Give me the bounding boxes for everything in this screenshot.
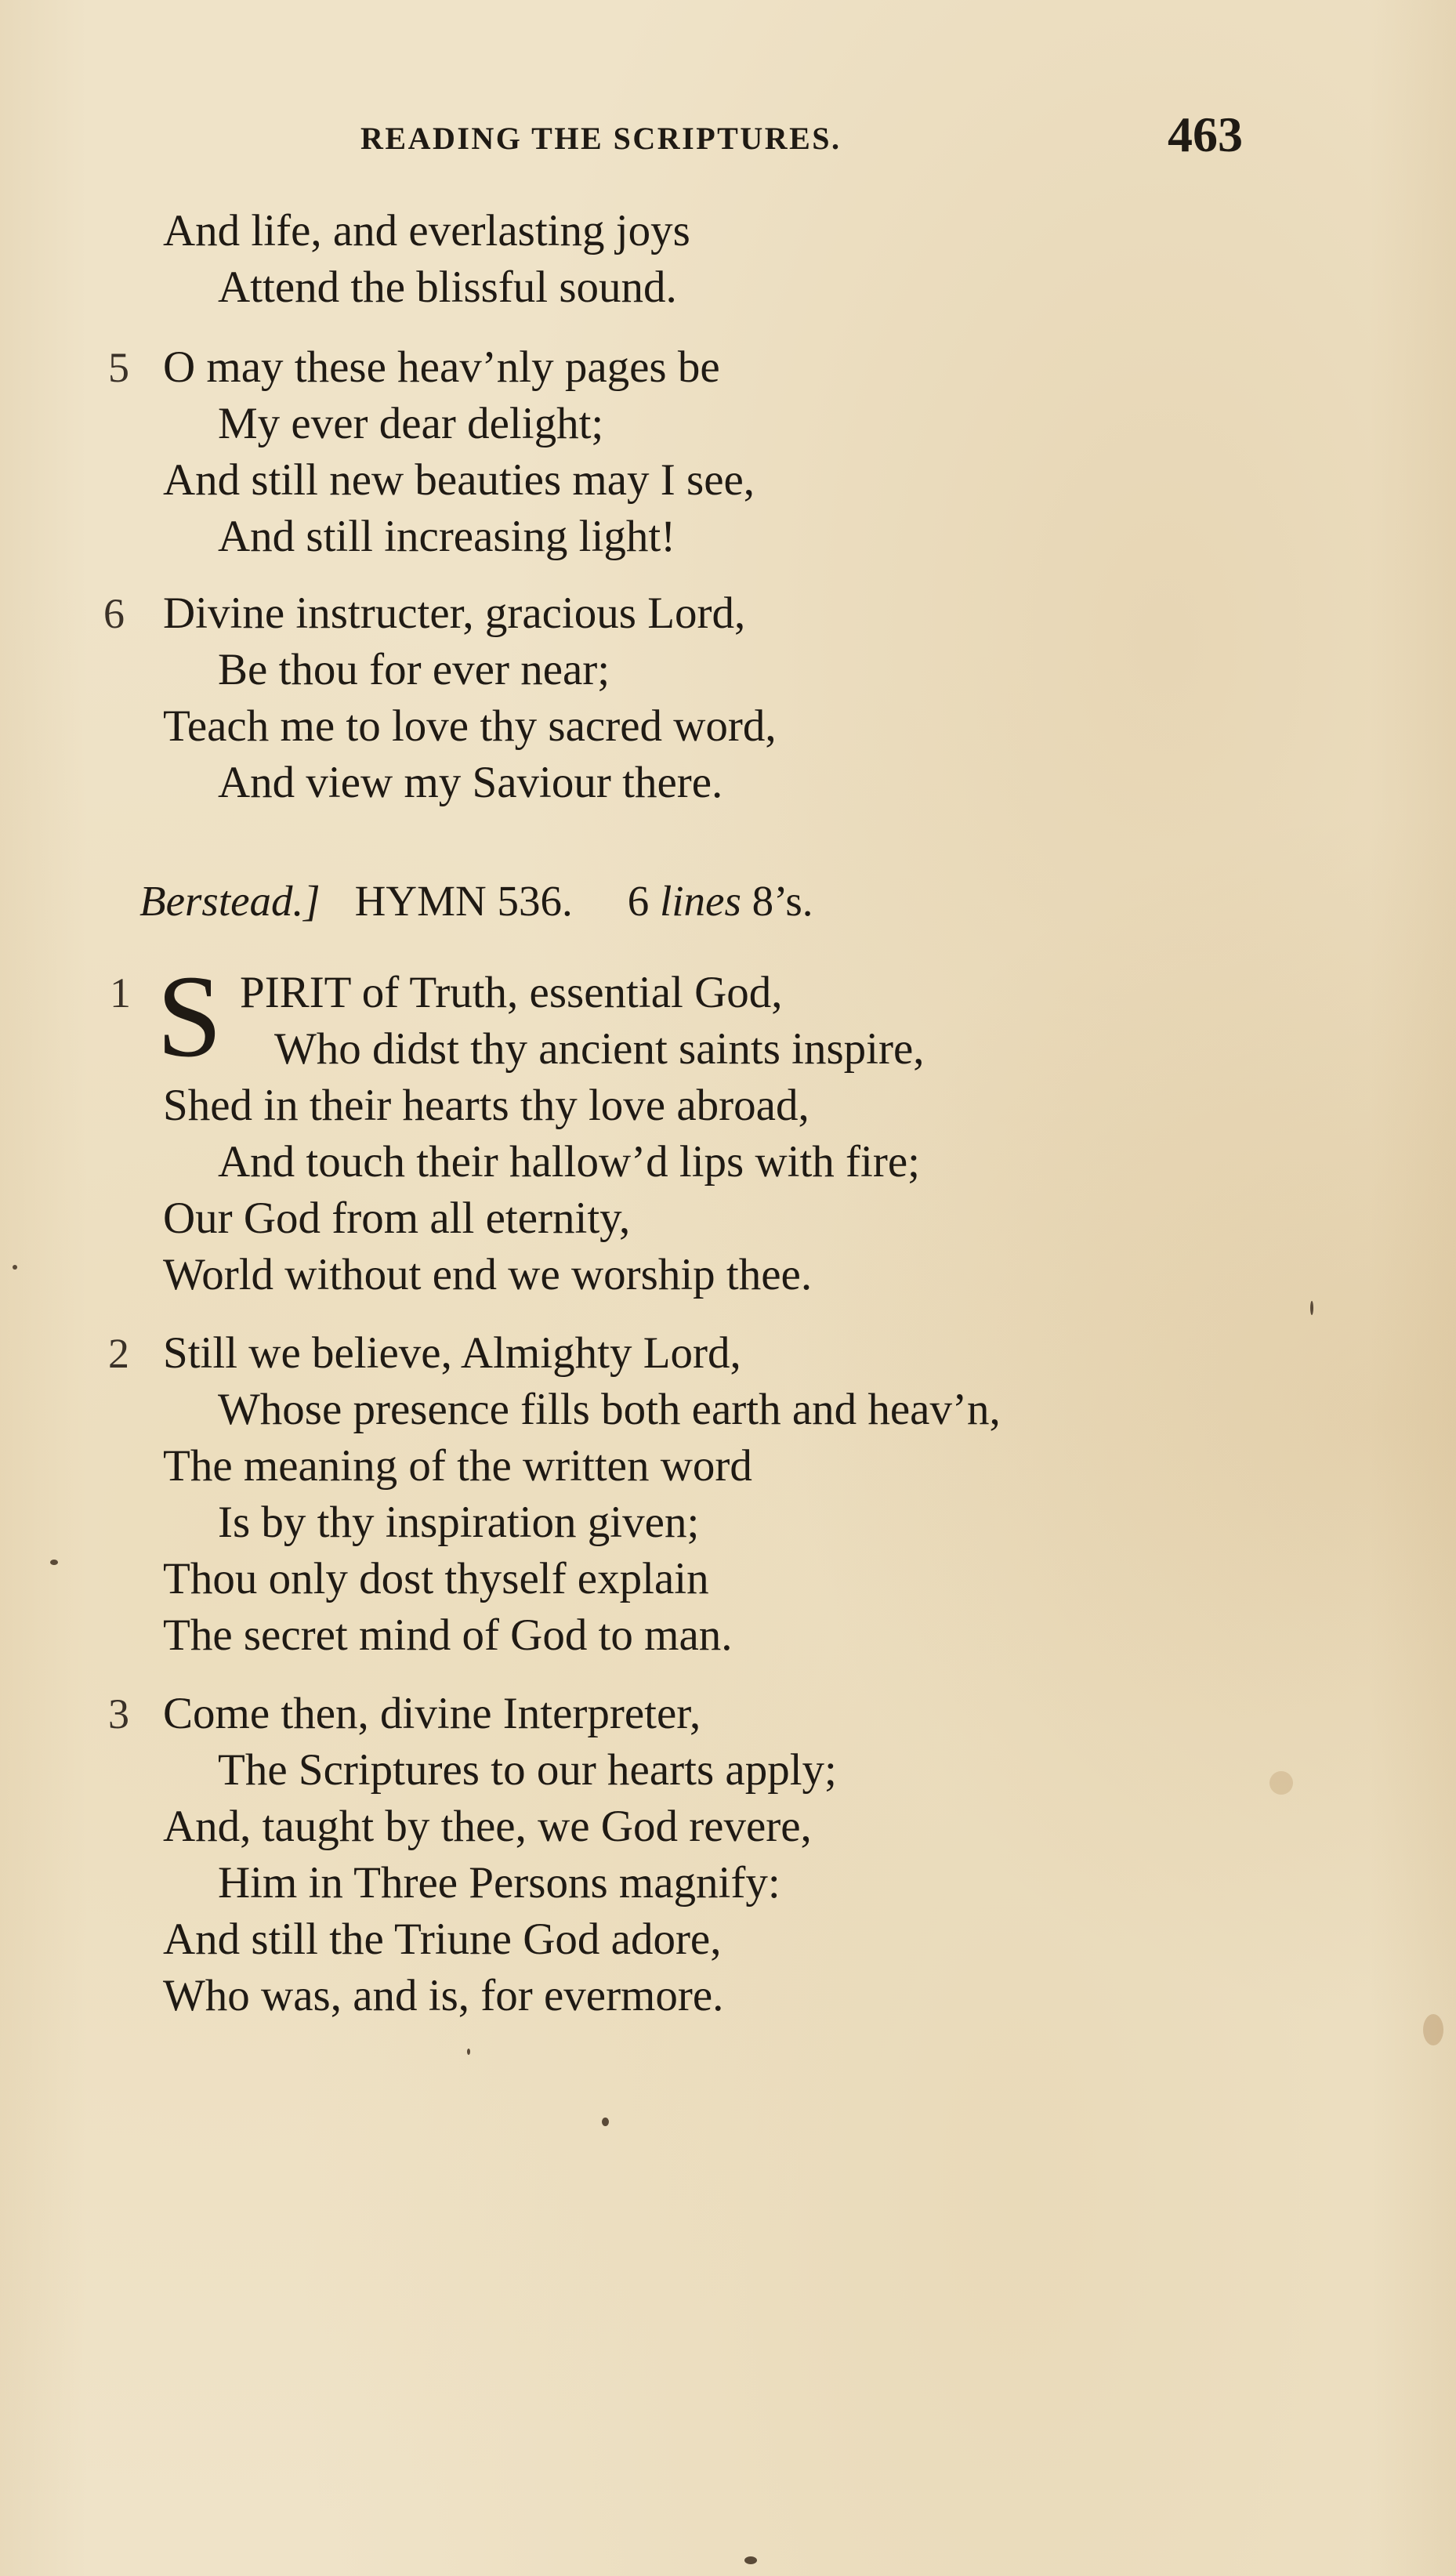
- paper-speck: [13, 1265, 17, 1270]
- tune-name: Berstead.]: [139, 877, 321, 925]
- verse-line: And still the Triune God adore,: [163, 1915, 722, 1964]
- verse-line: Be thou for ever near;: [218, 645, 610, 694]
- verse-line: Attend the blissful sound.: [218, 263, 677, 312]
- verse-line: And view my Saviour there.: [218, 758, 723, 807]
- running-title: READING THE SCRIPTURES.: [360, 121, 842, 156]
- verse-line: Teach me to love thy sacred word,: [163, 701, 777, 751]
- stanza-number: 3: [108, 1690, 129, 1737]
- stanza-number: 6: [103, 590, 125, 637]
- paper-speck: [602, 2118, 609, 2126]
- paper-speck: [1310, 1301, 1313, 1315]
- drop-cap: S: [157, 951, 223, 1081]
- verse-line: PIRIT of Truth, essential God,: [240, 968, 783, 1017]
- verse-line: The meaning of the written word: [163, 1441, 752, 1491]
- verse-line: My ever dear delight;: [218, 399, 604, 448]
- verse-line: The Scriptures to our hearts apply;: [218, 1745, 837, 1795]
- verse-line: Is by thy inspiration given;: [218, 1498, 700, 1547]
- verse-line: Our God from all eternity,: [163, 1194, 631, 1243]
- verse-line: World without end we worship thee.: [163, 1250, 813, 1299]
- verse-line: The secret mind of God to man.: [163, 1610, 733, 1660]
- verse-line: Who didst thy ancient saints inspire,: [274, 1024, 925, 1074]
- verse-line: And still new beauties may I see,: [163, 455, 755, 505]
- meter-suffix: 8’s.: [752, 877, 813, 925]
- verse-line: Thou only dost thyself explain: [163, 1554, 709, 1603]
- verse-line: And touch their hallow’d lips with fire;: [218, 1137, 920, 1187]
- verse-line: Whose presence fills both earth and heav’n,: [218, 1385, 1001, 1434]
- verse-line: And, taught by thee, we God revere,: [163, 1802, 812, 1851]
- meter-word: lines: [659, 877, 741, 925]
- verse-line: And still increasing light!: [218, 512, 676, 561]
- verse-line: Who was, and is, for evermore.: [163, 1971, 724, 2020]
- stanza-number: 1: [110, 969, 131, 1016]
- paper-stain: [1269, 1771, 1293, 1795]
- meter-count: 6: [627, 877, 650, 925]
- paper-speck: [744, 2556, 757, 2564]
- page-number: 463: [1168, 107, 1243, 162]
- verse-line: Him in Three Persons magnify:: [218, 1858, 781, 1908]
- hymn-heading: [139, 876, 813, 926]
- paper-speck: [467, 2049, 470, 2055]
- paper-speck: [50, 1560, 58, 1565]
- verse-line: Still we believe, Almighty Lord,: [163, 1328, 741, 1378]
- verse-line: And life, and everlasting joys: [163, 206, 690, 255]
- verse-line: Divine instructer, gracious Lord,: [163, 589, 746, 638]
- stanza-number: 2: [108, 1330, 129, 1377]
- verse-line: Come then, divine Interpreter,: [163, 1689, 701, 1738]
- page-header: [0, 106, 1456, 161]
- paper-stain: [1423, 2014, 1443, 2045]
- verse-line: O may these heav’nly pages be: [163, 342, 720, 392]
- hymn-title: HYMN 536.: [354, 877, 573, 925]
- stanza-number: 5: [108, 344, 129, 391]
- verse-line: Shed in their hearts thy love abroad,: [163, 1081, 809, 1130]
